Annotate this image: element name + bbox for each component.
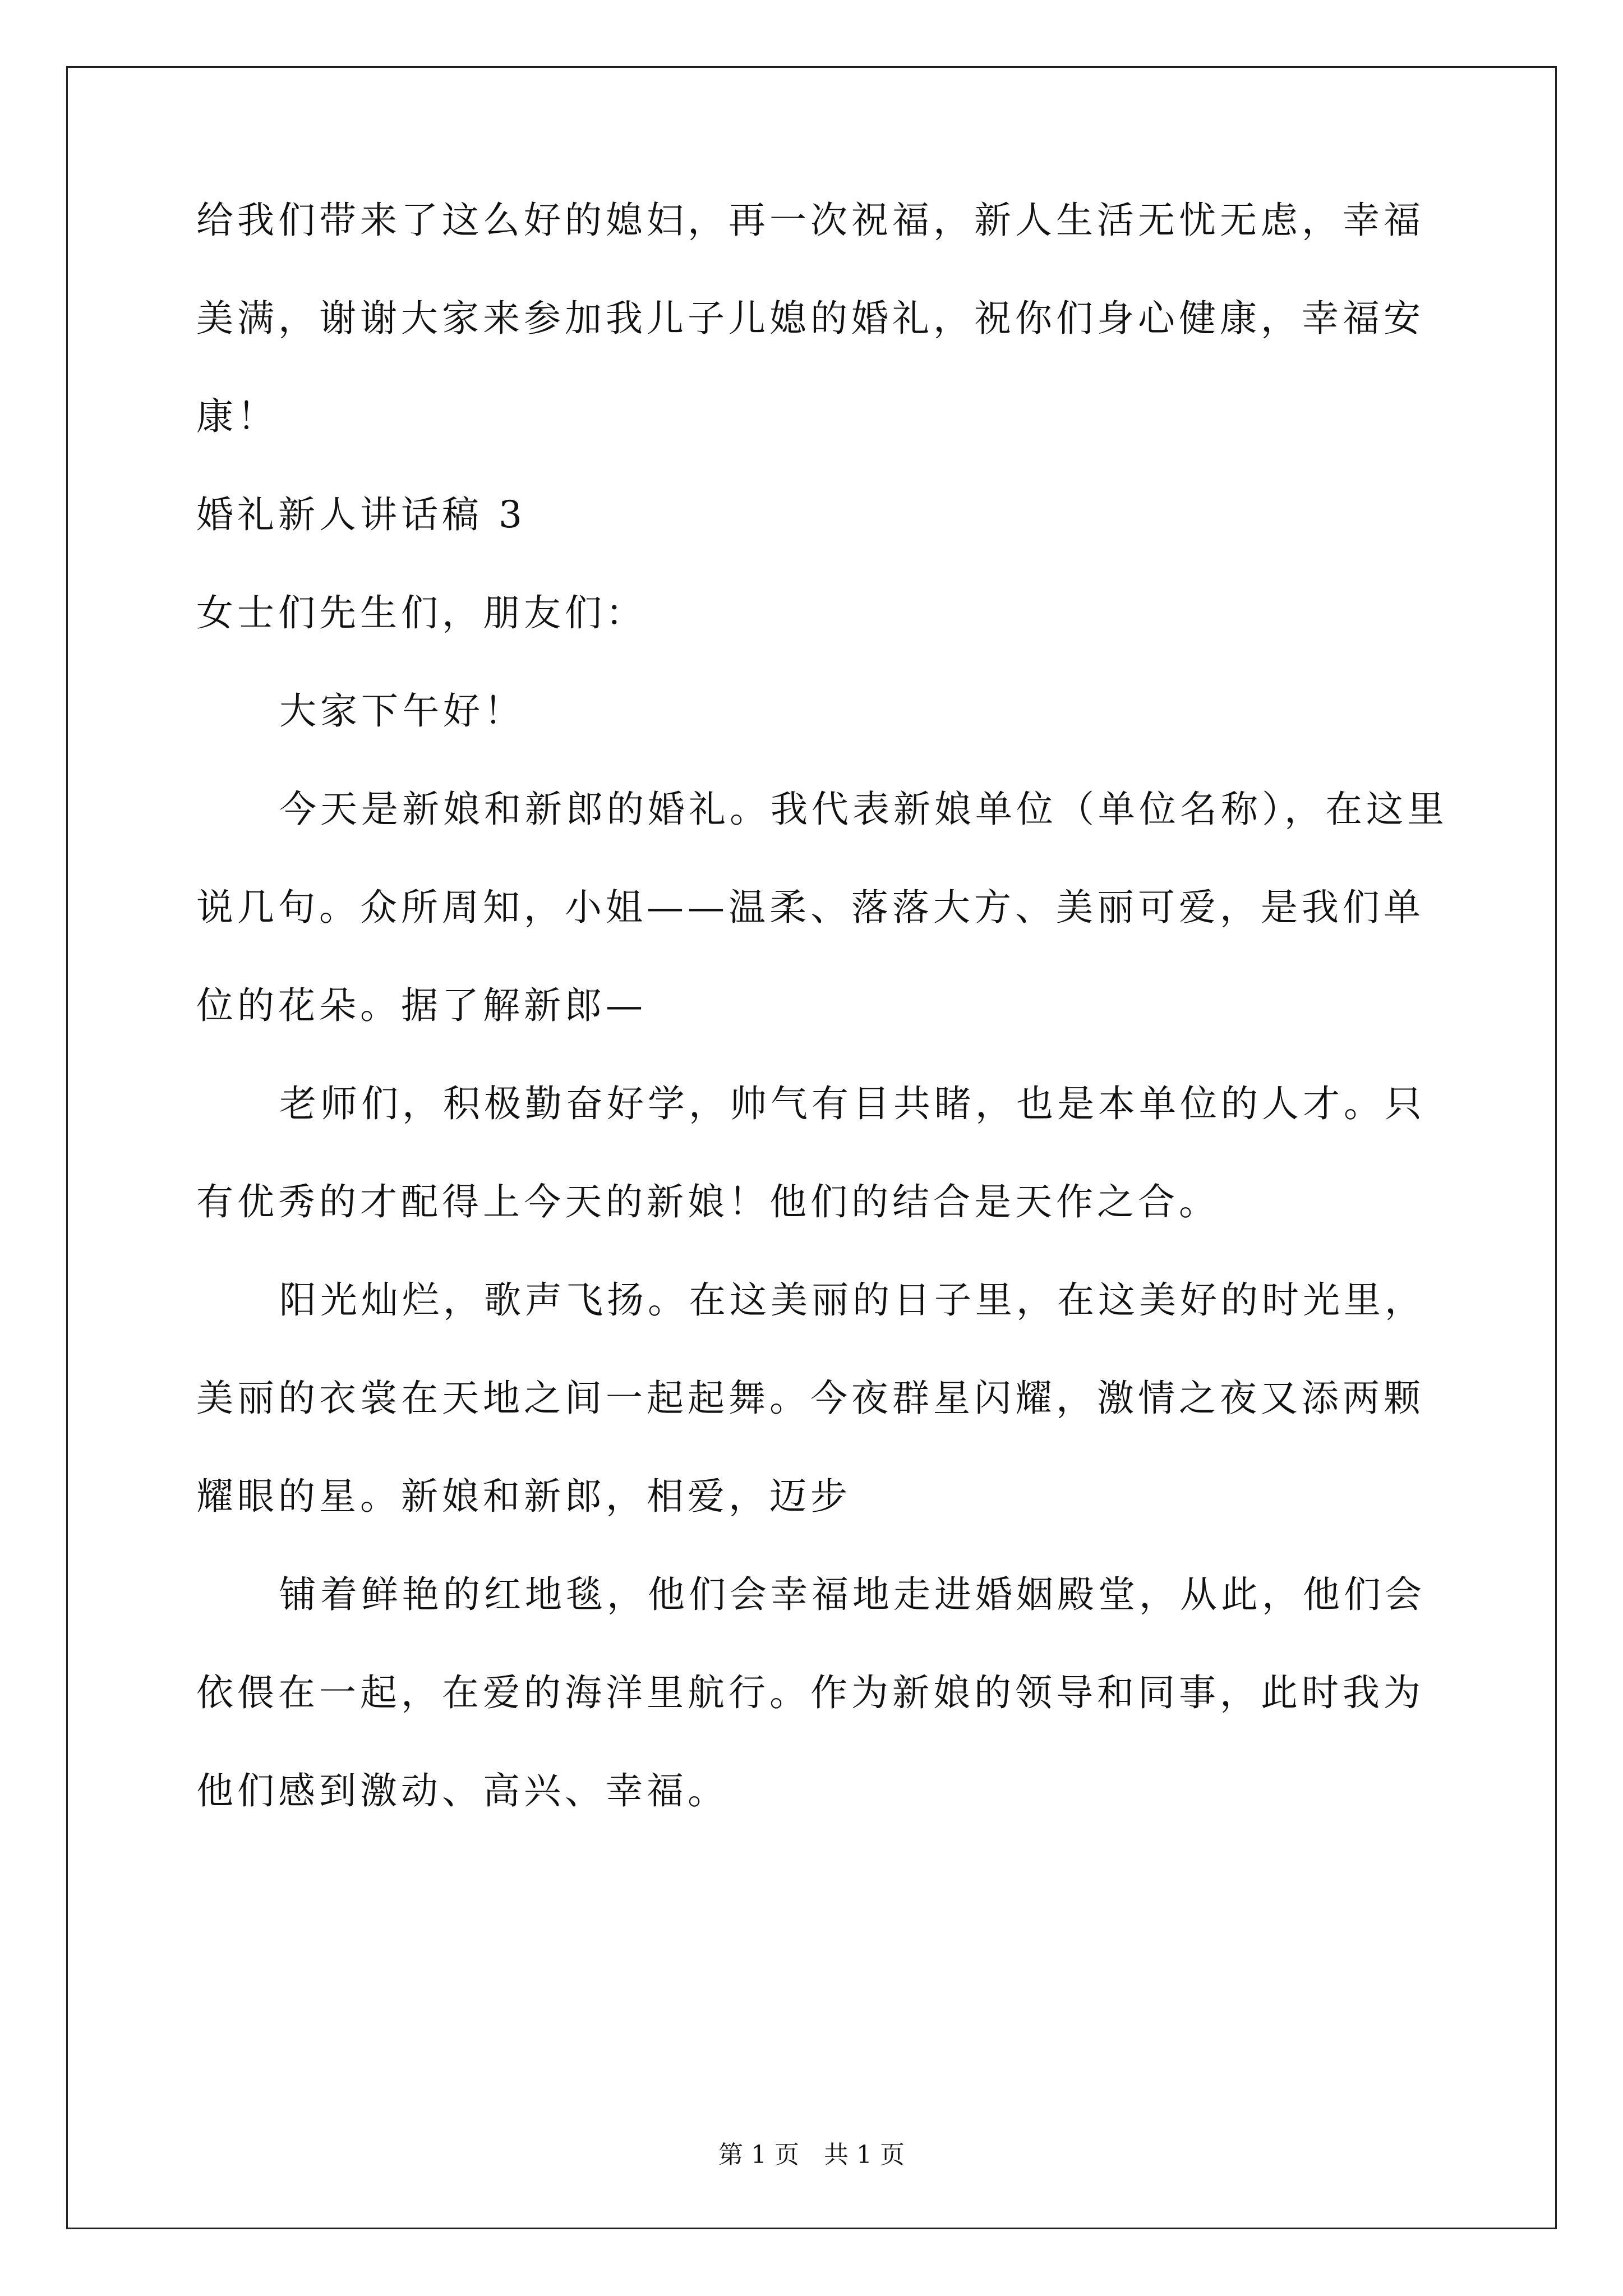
section-heading: 婚礼新人讲话稿 3: [196, 493, 526, 536]
text-line: 铺着鲜艳的红地毯，他们会幸福地走进婚姻殿堂，从此，他们会: [279, 1573, 1426, 1616]
text-line: 他们感到激动、高兴、幸福。: [196, 1769, 728, 1812]
text-line: 美丽的衣裳在天地之间一起起舞。今夜群星闪耀，激情之夜又添两颗: [196, 1377, 1424, 1420]
text-line: 美满，谢谢大家来参加我儿子儿媳的婚礼，祝你们身心健康，幸福安: [196, 297, 1424, 340]
text-line: 位的花朵。据了解新郎—: [196, 984, 647, 1027]
text-line: 阳光灿烂，歌声飞扬。在这美丽的日子里，在这美好的时光里，: [279, 1278, 1426, 1322]
text-line: 老师们，积极勤奋好学，帅气有目共睹，也是本单位的人才。只: [279, 1082, 1426, 1125]
greeting: 大家下午好！: [279, 689, 525, 733]
page-border: [66, 66, 1557, 2229]
text-line: 康！: [196, 395, 278, 438]
text-line: 给我们带来了这么好的媳妇，再一次祝福，新人生活无忧无虑，幸福: [196, 199, 1424, 242]
page-number-footer: 第 1 页 共 1 页: [718, 2141, 905, 2169]
text-line: 依偎在一起，在爱的海洋里航行。作为新娘的领导和同事，此时我为: [196, 1671, 1424, 1714]
text-line: 有优秀的才配得上今天的新娘！他们的结合是天作之合。: [196, 1180, 1220, 1223]
salutation: 女士们先生们，朋友们：: [196, 591, 647, 634]
text-line: 今天是新娘和新郎的婚礼。我代表新娘单位（单位名称），在这里: [279, 788, 1448, 831]
text-line: 耀眼的星。新娘和新郎，相爱，迈步: [196, 1475, 851, 1518]
text-line: 说几句。众所周知，小姐——温柔、落落大方、美丽可爱，是我们单: [196, 886, 1424, 929]
